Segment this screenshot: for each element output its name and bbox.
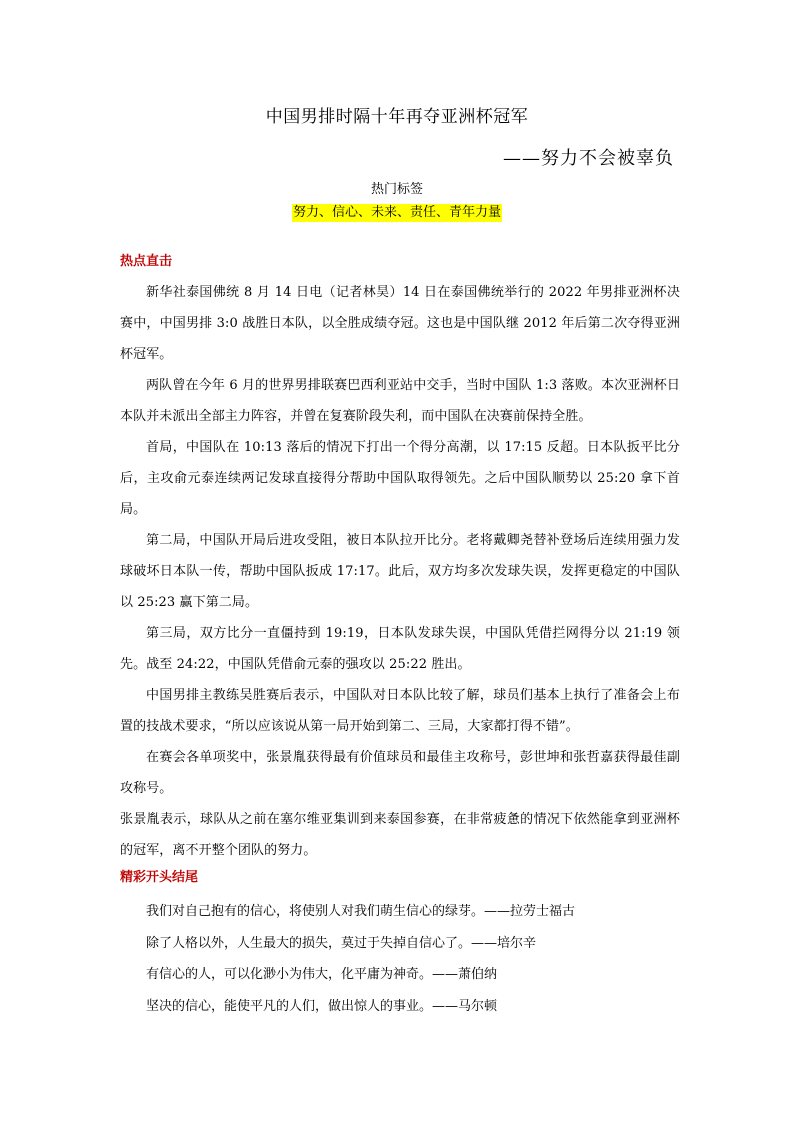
paragraph: 首局，中国队在 10:13 落后的情况下打出一个得分高潮，以 17:15 反超。日本队扳平比分后，主攻俞元泰连续两记发球直接得分帮助中国队取得领先。之后中国队顺势以 25:20 拿下首局。 (120, 440, 680, 517)
hotspot-section (120, 252, 680, 866)
section-heading-hotspot: 热点直击 (120, 254, 173, 269)
quote-line: 除了人格以外，人生最大的损失，莫过于失掉自信心了。——培尔辛 (146, 935, 537, 951)
paragraph: 张景胤表示，球队从之前在塞尔维亚集训到来泰国参赛，在非常疲惫的情况下依然能拿到亚洲杯的冠军，离不开整个团队的努力。 (120, 812, 680, 858)
quote-line: 我们对自己抱有的信心，将使别人对我们萌生信心的绿芽。——拉劳士福古 (146, 904, 576, 919)
tags-label: 热门标签 (370, 182, 423, 197)
tags-container (0, 201, 794, 222)
article-title: 中国男排时隔十年再夺亚洲杯冠军 (265, 107, 529, 127)
paragraph: 两队曾在今年 6 月的世界男排联赛巴西利亚站中交手，当时中国队 1:3 落败。本次亚洲杯日本队并未派出全部主力阵容，并曾在复赛阶段失利，而中国队在决赛前保持全胜。 (120, 378, 680, 424)
paragraph: 第二局，中国队开局后进攻受阻，被日本队拉开比分。老将戴卿尧替补登场后连续用强力发球破坏日本队一传，帮助中国队扳成 17:17。此后，双方均多次发球失误，发挥更稳定的中国队以 25:23 赢下第二局。 (120, 533, 680, 610)
paragraph: 第三局，双方比分一直僵持到 19:19，日本队发球失误，中国队凭借拦网得分以 21:19 领先。战至 24:22，中国队凭借俞元泰的强攻以 25:22 胜出。 (120, 626, 680, 672)
quote-line: 坚决的信心，能使平凡的人们，做出惊人的事业。——马尔顿 (146, 998, 498, 1014)
paragraph: 新华社泰国佛统 8 月 14 日电（记者林昊）14 日在泰国佛统举行的 2022 年男排亚洲杯决赛中，中国男排 3:0 战胜日本队，以全胜成绩夺冠。这也是中国队继 2012 年后第二次夺得亚洲杯冠军。 (120, 285, 680, 362)
article-subtitle: ——努力不会被辜负 (503, 148, 674, 169)
quote-line: 有信心的人，可以化渺小为伟大，化平庸为神奇。——萧伯纳 (146, 967, 498, 982)
paragraph: 在赛会各单项奖中，张景胤获得最有价值球员和最佳主攻称号，彭世坤和张哲嘉获得最佳副攻称号。 (120, 750, 680, 796)
openings-section (120, 868, 680, 1022)
paragraph: 中国男排主教练吴胜赛后表示，中国队对日本队比较了解，球员们基本上执行了准备会上布置的技战术要求，“所以应该说从第一局开始到第二、三局，大家都打得不错”。 (120, 688, 680, 734)
section-heading-openings: 精彩开头结尾 (120, 870, 199, 885)
highlighted-tags: 努力、信心、未来、责任、青年力量 (292, 205, 501, 220)
